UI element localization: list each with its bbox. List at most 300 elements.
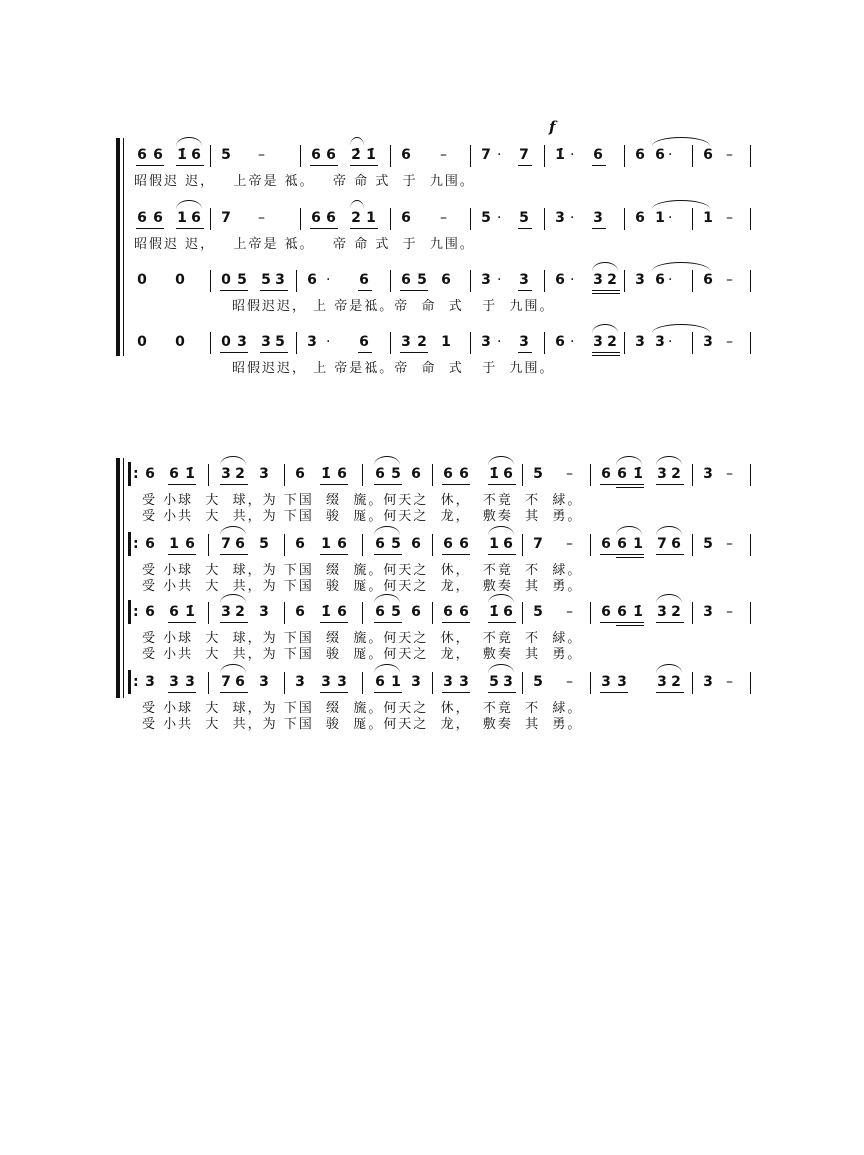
note: 1 [169, 536, 179, 552]
bar-line [692, 534, 693, 556]
beam-underline [220, 692, 248, 693]
note: 7 [221, 210, 231, 226]
note: 2 [607, 334, 617, 350]
note: 5 [533, 604, 543, 620]
note: 6 [401, 210, 411, 226]
lyrics-row [0, 298, 864, 322]
notes-row [0, 206, 864, 230]
note: 6 [671, 536, 681, 552]
notes-row [0, 330, 864, 354]
bar-line [692, 602, 693, 624]
beam-underline [176, 228, 204, 229]
bar-line [390, 332, 391, 354]
note: 6 [375, 674, 385, 690]
beam-underline [518, 290, 532, 291]
slur-arc [350, 200, 364, 209]
bar-line [590, 672, 591, 694]
bar-line [300, 145, 301, 167]
note: 6 [617, 466, 627, 482]
beam-underline [220, 290, 248, 291]
beam-underline [518, 228, 532, 229]
note: 6 [359, 272, 369, 288]
bar-line [432, 602, 433, 624]
note: 1 [441, 334, 451, 350]
note: 6 [503, 604, 513, 620]
duration-mark: – [726, 604, 733, 620]
note: 3 [259, 674, 269, 690]
note: 2 [607, 272, 617, 288]
slur-arc [652, 200, 710, 209]
duration-mark: · [326, 334, 331, 350]
note: 3 [519, 334, 529, 350]
lyrics-row [0, 508, 864, 532]
beam-underline [400, 352, 428, 353]
note: 3 [703, 674, 713, 690]
slur-arc [592, 324, 618, 333]
note: 1̇ [489, 466, 499, 482]
duration-mark: – [726, 674, 733, 690]
duration-mark: · [497, 147, 502, 163]
beam-underline [310, 228, 338, 229]
note: 6 [593, 147, 603, 163]
note: 3 [593, 210, 603, 226]
note: 6 [191, 210, 201, 226]
note: 6 [337, 536, 347, 552]
duration-mark: – [566, 536, 573, 552]
beam-underline [442, 554, 470, 555]
slur-arc [652, 137, 710, 146]
bar-line [750, 464, 751, 486]
slur-arc [176, 200, 202, 209]
note: 7 [657, 536, 667, 552]
note: 6 [703, 272, 713, 288]
duration-mark: · [668, 334, 673, 350]
bar-line [390, 208, 391, 230]
beam-underline [320, 622, 348, 623]
bar-line [432, 534, 433, 556]
beam-underline [600, 554, 644, 555]
note: 3 [703, 334, 713, 350]
lyrics-verse-2: 受 小共 大 共，为 下国 骏 厖。何天之 龙， 敷奏 其 勇。 [142, 579, 583, 594]
bar-line [692, 464, 693, 486]
bar-line [544, 270, 545, 292]
duration-mark: – [566, 674, 573, 690]
beam-underline [656, 622, 684, 623]
beam-underline [260, 352, 288, 353]
bar-line [284, 672, 285, 694]
beam-underline [320, 692, 348, 693]
duration-mark: – [726, 466, 733, 482]
note: 1̇ [633, 604, 643, 620]
note: 6 [153, 147, 163, 163]
beam-underline [136, 228, 164, 229]
beam-underline [592, 355, 620, 356]
beam-underline [488, 484, 516, 485]
bar-line [210, 270, 211, 292]
beam-underline [374, 554, 402, 555]
bar-line [692, 672, 693, 694]
note: 6 [441, 272, 451, 288]
slur-arc [350, 137, 364, 146]
lyrics-verse-1: 受 小球 大 球，为 下国 缀 旒。何天之 休， 不竟 不 絿。 [142, 493, 583, 508]
note: 6 [617, 604, 627, 620]
beam-underline [616, 487, 644, 488]
beam-underline [400, 290, 428, 291]
lyrics-row [0, 236, 864, 260]
note: 3 [169, 674, 179, 690]
note: 5 [391, 466, 401, 482]
lyrics-row [0, 578, 864, 602]
lyrics-verse-1: 受 小球 大 球，为 下国 缀 旒。何天之 休， 不竟 不 絿。 [142, 563, 583, 578]
bar-line [522, 602, 523, 624]
note: 5 [481, 210, 491, 226]
note: 6 [401, 272, 411, 288]
bar-line [470, 270, 471, 292]
bar-line [692, 145, 693, 167]
slur-arc [220, 456, 246, 465]
bar-line [284, 602, 285, 624]
lyrics-line: 昭假迟 迟， 上帝是 祗。 帝 命 式 于 九围。 [134, 237, 475, 252]
duration-mark: – [566, 604, 573, 620]
beam-underline [374, 622, 402, 623]
note: 5 [519, 210, 529, 226]
beam-underline [592, 352, 620, 353]
beam-underline [656, 692, 684, 693]
note: 6 [137, 147, 147, 163]
beam-underline [220, 622, 248, 623]
beam-underline [488, 622, 516, 623]
note: 5 [391, 536, 401, 552]
bar-line [590, 602, 591, 624]
note: 1̇ [633, 466, 643, 482]
bar-line [544, 208, 545, 230]
bar-line [362, 672, 363, 694]
note: 6 [307, 272, 317, 288]
lyrics-line: 昭假迟 迟， 上帝是 祗。 帝 命 式 于 九围。 [134, 174, 475, 189]
note: 3 [481, 272, 491, 288]
dynamic-forte: f [549, 118, 556, 136]
note: 1 [489, 536, 499, 552]
bar-line [284, 534, 285, 556]
beam-underline [350, 165, 378, 166]
bar-line [692, 332, 693, 354]
bar-line [390, 270, 391, 292]
beam-underline [600, 692, 628, 693]
bar-line [624, 270, 625, 292]
note: 3 [221, 466, 231, 482]
note: 1 [391, 674, 401, 690]
note: 6 [555, 272, 565, 288]
beam-underline [168, 692, 196, 693]
note: 1̇ [185, 604, 195, 620]
duration-mark: · [497, 210, 502, 226]
slur-arc [592, 262, 618, 271]
note: 0 [175, 334, 185, 350]
note: 3 [593, 272, 603, 288]
bar-line [208, 464, 209, 486]
note: 2 [235, 466, 245, 482]
beam-underline [592, 228, 606, 229]
note: 6 [169, 466, 179, 482]
note: 3 [237, 334, 247, 350]
note: 6 [145, 604, 155, 620]
beam-underline [220, 352, 248, 353]
note: 5 [489, 674, 499, 690]
note: 3 [657, 466, 667, 482]
note: 6 [326, 147, 336, 163]
note: 6 [459, 536, 469, 552]
note: 1̇ [185, 466, 195, 482]
note: 3 [259, 466, 269, 482]
note: 3 [703, 604, 713, 620]
note: 3 [307, 334, 317, 350]
note: 5 [417, 272, 427, 288]
beam-underline [350, 228, 378, 229]
note: 6 [337, 604, 347, 620]
duration-mark: – [258, 147, 265, 163]
bar-line [750, 672, 751, 694]
duration-mark: – [726, 536, 733, 552]
beam-underline [616, 557, 644, 558]
note: 2̇ [351, 147, 361, 163]
bar-line [362, 534, 363, 556]
note: 3 [145, 674, 155, 690]
note: 5 [703, 536, 713, 552]
bar-line [470, 332, 471, 354]
note: 5 [275, 334, 285, 350]
duration-mark: – [726, 272, 733, 288]
note: 1̇ [321, 604, 331, 620]
duration-mark: · [668, 210, 673, 226]
beam-underline [442, 484, 470, 485]
note: 3 [655, 334, 665, 350]
note: 1̇ [489, 604, 499, 620]
note: 5 [261, 272, 271, 288]
note: 5 [237, 272, 247, 288]
beam-underline [374, 484, 402, 485]
slur-arc [176, 137, 202, 146]
beam-underline [518, 165, 532, 166]
beam-underline [374, 692, 402, 693]
note: 3 [617, 674, 627, 690]
note: 5 [533, 466, 543, 482]
note: 3 [221, 604, 231, 620]
lyrics-verse-2: 受 小共 大 共，为 下国 骏 厖。何天之 龙， 敷奏 其 勇。 [142, 509, 583, 524]
beam-underline [320, 554, 348, 555]
lyrics-line: 昭假迟迟， 上 帝是祗。帝 命 式 于 九围。 [232, 299, 555, 314]
note: 6 [601, 466, 611, 482]
notes-row [0, 268, 864, 292]
note: 6 [295, 466, 305, 482]
lyrics-line: 昭假迟迟， 上 帝是祗。帝 命 式 于 九围。 [232, 361, 555, 376]
duration-mark: · [668, 272, 673, 288]
beam-underline [358, 290, 372, 291]
note: 3 [601, 674, 611, 690]
beam-underline [592, 290, 620, 291]
note: 1 [177, 210, 187, 226]
beam-underline [320, 484, 348, 485]
beam-underline [592, 165, 606, 166]
note: 6 [655, 272, 665, 288]
note: 6 [295, 604, 305, 620]
note: 6 [295, 536, 305, 552]
note: 6 [169, 604, 179, 620]
bar-line [296, 270, 297, 292]
duration-mark: – [440, 210, 447, 226]
lyrics-row [0, 360, 864, 384]
note: 1̇ [321, 466, 331, 482]
note: 3 [657, 674, 667, 690]
duration-mark: · [326, 272, 331, 288]
duration-mark: – [566, 466, 573, 482]
note: 3 [411, 674, 421, 690]
note: 6 [503, 536, 513, 552]
note: 2 [417, 334, 427, 350]
note: 3 [503, 674, 513, 690]
beam-underline [592, 293, 620, 294]
note: 6 [145, 536, 155, 552]
note: 2 [671, 604, 681, 620]
note: 6 [411, 466, 421, 482]
bar-line [590, 464, 591, 486]
note: 3 [259, 604, 269, 620]
bar-line [210, 145, 211, 167]
slur-arc [656, 456, 682, 465]
duration-mark: · [570, 147, 575, 163]
note: 3 [519, 272, 529, 288]
note: 6 [311, 147, 321, 163]
slur-arc [374, 456, 400, 465]
bar-line [208, 534, 209, 556]
note: 5 [391, 604, 401, 620]
note: 3 [295, 674, 305, 690]
note: 6 [375, 536, 385, 552]
note: 1̇ [366, 147, 376, 163]
note: 7 [533, 536, 543, 552]
beam-underline [518, 352, 532, 353]
note: 3 [459, 674, 469, 690]
note: 3 [635, 272, 645, 288]
note: 3 [593, 334, 603, 350]
note: 2 [671, 674, 681, 690]
duration-mark: · [570, 334, 575, 350]
bar-line [470, 145, 471, 167]
bar-line [208, 602, 209, 624]
note: 6 [443, 604, 453, 620]
beam-underline [358, 352, 372, 353]
note: 5 [533, 674, 543, 690]
slur-arc [616, 456, 642, 465]
duration-mark: – [440, 147, 447, 163]
note: 6 [703, 147, 713, 163]
duration-mark: · [497, 334, 502, 350]
duration-mark: · [570, 272, 575, 288]
note: 6 [635, 147, 645, 163]
note: 6 [137, 210, 147, 226]
beam-underline [656, 484, 684, 485]
beam-underline [442, 692, 470, 693]
note: 3 [703, 466, 713, 482]
note: 6 [601, 536, 611, 552]
duration-mark: – [726, 334, 733, 350]
slur-arc [488, 456, 514, 465]
note: 3 [275, 272, 285, 288]
bar-line [210, 332, 211, 354]
bar-line [284, 464, 285, 486]
bar-line [208, 672, 209, 694]
bar-line [432, 672, 433, 694]
note: 0 [175, 272, 185, 288]
note: 6 [635, 210, 645, 226]
note: 2 [671, 466, 681, 482]
note: 6 [459, 466, 469, 482]
beam-underline [220, 484, 248, 485]
note: 1 [655, 210, 665, 226]
note: 6 [311, 210, 321, 226]
note: 3 [657, 604, 667, 620]
note: 6 [235, 536, 245, 552]
note: 0 [137, 272, 147, 288]
beam-underline [168, 622, 196, 623]
note: 7 [221, 536, 231, 552]
lyrics-verse-2: 受 小共 大 共，为 下国 骏 厖。何天之 龙， 敷奏 其 勇。 [142, 647, 583, 662]
beam-underline [168, 484, 196, 485]
note: 6 [555, 334, 565, 350]
duration-mark: · [497, 272, 502, 288]
notes-row [0, 143, 864, 167]
note: 6 [459, 604, 469, 620]
beam-underline [442, 622, 470, 623]
note: 1 [703, 210, 713, 226]
bar-line [750, 602, 751, 624]
bar-line [210, 208, 211, 230]
note: 6 [411, 536, 421, 552]
bar-line [750, 270, 751, 292]
note: 1̇ [177, 147, 187, 163]
duration-mark: – [726, 147, 733, 163]
note: 0 [221, 272, 231, 288]
note: 3 [401, 334, 411, 350]
note: 5 [259, 536, 269, 552]
note: 2 [351, 210, 361, 226]
note: 6 [411, 604, 421, 620]
bar-line [590, 534, 591, 556]
bar-line [362, 602, 363, 624]
bar-line [624, 145, 625, 167]
bar-line [750, 332, 751, 354]
note: 0 [221, 334, 231, 350]
note: 6 [443, 536, 453, 552]
note: 3 [321, 674, 331, 690]
beam-underline [488, 692, 516, 693]
bar-line [522, 672, 523, 694]
note: 6 [655, 147, 665, 163]
beam-underline [310, 165, 338, 166]
note: 1 [366, 210, 376, 226]
note: 1̇ [555, 147, 565, 163]
bar-line [624, 208, 625, 230]
bar-line [692, 208, 693, 230]
beam-underline [176, 165, 204, 166]
note: 1 [633, 536, 643, 552]
note: 2 [235, 604, 245, 620]
note: 7 [519, 147, 529, 163]
note: 6 [503, 466, 513, 482]
lyrics-verse-1: 受 小球 大 球，为 下国 缀 旒。何天之 休， 不竟 不 絿。 [142, 701, 583, 716]
note: 3 [481, 334, 491, 350]
lyrics-row [0, 173, 864, 197]
note: 3 [185, 674, 195, 690]
